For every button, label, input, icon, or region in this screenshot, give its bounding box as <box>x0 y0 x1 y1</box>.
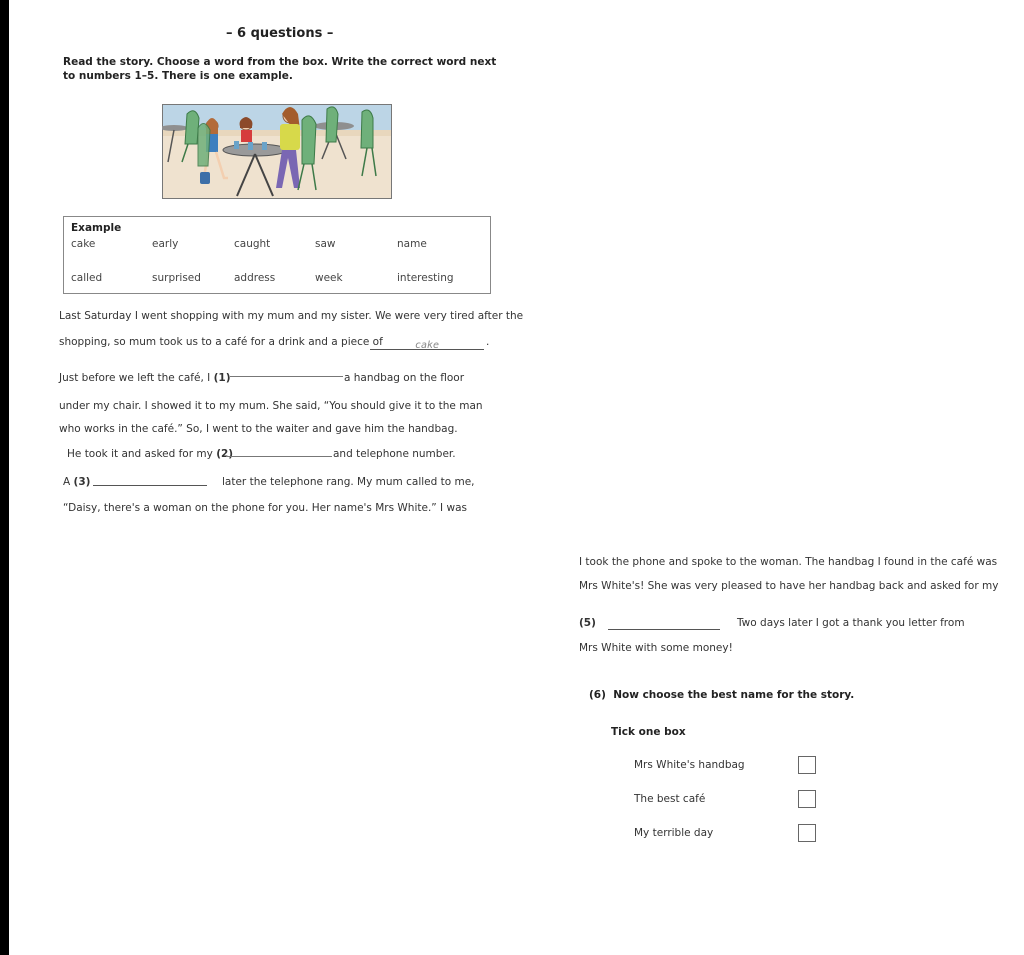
example-answer-line <box>370 333 484 350</box>
story-line-2 <box>59 336 383 348</box>
cafe-illustration <box>162 104 392 199</box>
story-line-6 <box>67 448 233 460</box>
story-line-9: I took the phone and spoke to the woman. The handbag I found in the café was <box>579 556 998 568</box>
story-line-6a: He took it and asked for my <box>67 448 213 460</box>
story-line-7a: A <box>63 476 71 488</box>
word-option: called <box>71 272 103 284</box>
word-option: early <box>152 238 179 250</box>
instructions-line-1: Read the story. Choose a word from the box. Write the correct word next <box>63 56 497 68</box>
option-label: My terrible day <box>634 827 714 839</box>
answer-blank-5[interactable] <box>608 629 720 630</box>
story-line-7b: later the telephone rang. My mum called to me, <box>222 476 475 488</box>
question-3-number: (3) <box>73 476 91 488</box>
period: . <box>486 336 490 348</box>
question-2-number: (2) <box>216 448 234 460</box>
instructions <box>63 55 496 83</box>
word-option: surprised <box>152 272 201 284</box>
word-option: interesting <box>397 272 454 284</box>
option-checkbox[interactable] <box>798 756 816 774</box>
word-option: address <box>234 272 276 284</box>
story-line-2-text: shopping, so mum took us to a café for a drink and a piece of <box>59 336 383 348</box>
word-option: name <box>397 238 427 250</box>
question-6 <box>589 689 854 701</box>
story-line-1: Last Saturday I went shopping with my mum and my sister. We were very tired after the <box>59 310 524 322</box>
word-option: week <box>315 272 343 284</box>
word-option: caught <box>234 238 271 250</box>
story-line-8: “Daisy, there's a woman on the phone for you. Her name's Mrs White.” I was <box>63 502 467 514</box>
question-1-number: (1) <box>213 372 231 384</box>
word-option: cake <box>71 238 96 250</box>
story-line-12: Mrs White with some money! <box>579 642 733 654</box>
story-line-10: Mrs White's! She was very pleased to have her handbag back and asked for my <box>579 580 999 592</box>
example-answer: cake <box>414 340 440 351</box>
option-label: The best café <box>634 793 706 805</box>
story-line-3 <box>59 372 231 384</box>
story-line-7 <box>63 476 90 488</box>
question-6-prompt: Now choose the best name for the story. <box>613 689 855 701</box>
story-line-11: Two days later I got a thank you letter from <box>737 617 965 629</box>
option-label: Mrs White's handbag <box>634 759 745 771</box>
word-box <box>63 216 491 294</box>
answer-blank-2[interactable] <box>226 456 332 457</box>
story-line-6b: and telephone number. <box>333 448 456 460</box>
question-6-number: (6) <box>589 689 606 701</box>
story-line-4: under my chair. I showed it to my mum. She said, “You should give it to the man <box>59 400 483 412</box>
option-checkbox[interactable] <box>798 824 816 842</box>
story-line-3b: a handbag on the floor <box>344 372 465 384</box>
answer-blank-3[interactable] <box>93 485 207 486</box>
left-border <box>0 0 9 955</box>
word-option: saw <box>315 238 336 250</box>
story-line-5: who works in the café.” So, I went to the waiter and gave him the handbag. <box>59 423 458 435</box>
tick-instruction: Tick one box <box>611 726 686 738</box>
answer-blank-1[interactable] <box>230 376 343 377</box>
story-line-3a: Just before we left the café, I <box>59 372 211 384</box>
option-checkbox[interactable] <box>798 790 816 808</box>
question-5-number: (5) <box>579 617 596 629</box>
page-title: – 6 questions – <box>226 26 334 41</box>
instructions-line-2: to numbers 1–5. There is one example. <box>63 70 293 82</box>
example-label: Example <box>71 222 122 234</box>
